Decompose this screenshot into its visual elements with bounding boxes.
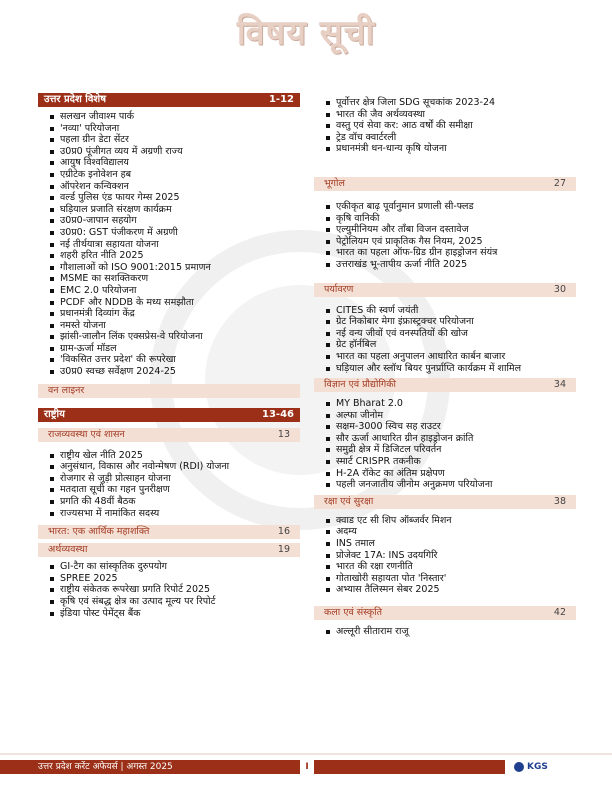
footer-divider bbox=[0, 753, 612, 755]
list-item[interactable]: गोताखोरी सहायता पोत 'निस्तार' bbox=[326, 573, 576, 585]
list-economy bbox=[38, 561, 300, 619]
list-item[interactable]: पूर्वोत्तर क्षेत्र जिला SDG सूचकांक 2023-24 bbox=[326, 97, 576, 109]
list-item[interactable]: राष्ट्रीय संकेतक रूपरेखा प्रगति रिपोर्ट 2025 bbox=[50, 584, 300, 596]
list-item[interactable]: INS तमाल bbox=[326, 538, 576, 550]
list-item[interactable]: रोजगार से जुड़ी प्रोत्साहन योजना bbox=[50, 473, 300, 485]
list-item[interactable]: मतदाता सूची का गहन पुनरीक्षण bbox=[50, 484, 300, 496]
list-item[interactable]: अल्फा जीनोम bbox=[326, 410, 576, 422]
list-item[interactable]: शहरी हरित नीति 2025 bbox=[50, 250, 300, 262]
list-item[interactable]: CITES की स्वर्ण जयंती bbox=[326, 305, 576, 317]
list-item[interactable]: 'विकसित उत्तर प्रदेश' की रूपरेखा bbox=[50, 354, 300, 366]
subsection-art[interactable]: कला एवं संस्कृति 42 bbox=[314, 606, 576, 620]
list-item[interactable]: ऑपरेशन कन्विक्शन bbox=[50, 181, 300, 193]
list-item[interactable]: सौर ऊर्जा आधारित ग्रीन हाइड्रोजन क्रांति bbox=[326, 433, 576, 445]
list-item[interactable]: सक्षम-3000 स्विच सह राउटर bbox=[326, 421, 576, 433]
subsection-economic-power[interactable]: भारत: एक आर्थिक महाशक्ति 16 bbox=[38, 525, 300, 539]
list-item[interactable]: कृषि एवं संबद्ध क्षेत्र का उत्पाद मूल्य पर रिपोर्ट bbox=[50, 596, 300, 608]
list-item[interactable]: ग्रेट हॉर्नबिल bbox=[326, 339, 576, 351]
list-item[interactable]: भारत का पहला ऑफ-ग्रिड ग्रीन हाइड्रोजन संयंत्र bbox=[326, 247, 576, 259]
list-item[interactable]: पहली जनजातीय जीनोम अनुक्रमण परियोजना bbox=[326, 479, 576, 491]
subsection-geography[interactable]: भूगोल 27 bbox=[314, 177, 576, 191]
subsection-oneliner[interactable]: वन लाइनर bbox=[38, 384, 300, 398]
list-item[interactable]: प्रधानमंत्री दिव्यांग केंद्र bbox=[50, 308, 300, 320]
list-science bbox=[314, 398, 576, 491]
list-item[interactable]: SPREE 2025 bbox=[50, 573, 300, 585]
list-item[interactable]: अभ्यास तैलिस्मन सेबर 2025 bbox=[326, 584, 576, 596]
subsection-economy[interactable]: अर्थव्यवस्था 19 bbox=[38, 543, 300, 557]
list-item[interactable]: अल्लूरी सीताराम राजू bbox=[326, 626, 576, 638]
list-item[interactable]: समुद्री क्षेत्र में डिजिटल परिवर्तन bbox=[326, 444, 576, 456]
list-item[interactable]: पेट्रोलियम एवं प्राकृतिक गैस नियम, 2025 bbox=[326, 236, 576, 248]
list-defence bbox=[314, 515, 576, 596]
list-item[interactable]: स्मार्ट CRISPR तकनीक bbox=[326, 456, 576, 468]
list-item[interactable]: उ0प्र0-जापान सहयोग bbox=[50, 215, 300, 227]
list-item[interactable]: वर्ल्ड पुलिस एंड फायर गेम्स 2025 bbox=[50, 192, 300, 204]
list-item[interactable]: एल्युमीनियम और ताँबा विजन दस्तावेज bbox=[326, 224, 576, 236]
list-item[interactable]: उ0प्र0: GST पंजीकरण में अग्रणी bbox=[50, 227, 300, 239]
page-title: विषय सूची bbox=[236, 13, 376, 53]
list-item[interactable]: PCDF और NDDB के मध्य समझौता bbox=[50, 297, 300, 309]
list-item[interactable]: उ0प्र0 पूंजीगत व्यय में अग्रणी राज्य bbox=[50, 146, 300, 158]
list-item[interactable]: उ0प्र0 स्वच्छ सर्वेक्षण 2024-25 bbox=[50, 366, 300, 378]
list-item[interactable]: घड़ियाल और स्लॉथ बियर पुनर्प्राप्ति कार्यक्रम में शामिल bbox=[326, 363, 576, 375]
list-item[interactable]: उत्तराखंड भू-तापीय ऊर्जा नीति 2025 bbox=[326, 259, 576, 271]
list-item[interactable]: गौशालाओं को ISO 9001:2015 प्रमाणन bbox=[50, 262, 300, 274]
list-item[interactable]: नई तीर्थयात्रा सहायता योजना bbox=[50, 239, 300, 251]
list-item[interactable]: राज्यसभा में नामांकित सदस्य bbox=[50, 508, 300, 520]
list-economy-cont bbox=[314, 97, 576, 155]
section-header-up[interactable]: उत्तर प्रदेश विशेष 1-12 bbox=[38, 93, 300, 107]
list-art bbox=[314, 626, 576, 638]
list-item[interactable]: पहला ग्रीन डेटा सेंटर bbox=[50, 134, 300, 146]
list-item[interactable]: नई वन्य जीवों एवं वनस्पतियों की खोज bbox=[326, 328, 576, 340]
subsection-science[interactable]: विज्ञान एवं प्रौद्योगिकी 34 bbox=[314, 378, 576, 392]
subsection-polity[interactable]: राजव्यवस्था एवं शासन 13 bbox=[38, 428, 300, 442]
list-item[interactable]: MSME का सशक्तिकरण bbox=[50, 273, 300, 285]
right-column bbox=[314, 97, 576, 638]
list-item[interactable]: प्रधानमंत्री धन-धान्य कृषि योजना bbox=[326, 143, 576, 155]
list-item[interactable]: प्रगति की 48वीं बैठक bbox=[50, 496, 300, 508]
list-item[interactable]: राष्ट्रीय खेल नीति 2025 bbox=[50, 450, 300, 462]
list-item[interactable]: नमस्ते योजना bbox=[50, 320, 300, 332]
list-environment bbox=[314, 305, 576, 375]
subsection-environment[interactable]: पर्यावरण 30 bbox=[314, 283, 576, 297]
kgs-logo: KGS bbox=[514, 760, 548, 774]
list-item[interactable]: GI-टैग का सांस्कृतिक दुरुपयोग bbox=[50, 561, 300, 573]
list-item[interactable]: एग्रीटेक इनोवेशन हब bbox=[50, 169, 300, 181]
list-item[interactable]: भारत की जैव अर्थव्यवस्था bbox=[326, 109, 576, 121]
subsection-defence[interactable]: रक्षा एवं सुरक्षा 38 bbox=[314, 495, 576, 509]
list-item[interactable]: क्वाड एट सी शिप ऑब्जर्वर मिशन bbox=[326, 515, 576, 527]
list-item[interactable]: सलखन जीवाश्म पार्क bbox=[50, 111, 300, 123]
list-item[interactable]: ग्राम-ऊर्जा मॉडल bbox=[50, 343, 300, 355]
list-item[interactable]: MY Bharat 2.0 bbox=[326, 398, 576, 410]
list-item[interactable]: झांसी-जालौन लिंक एक्सप्रेस-वे परियोजना bbox=[50, 331, 300, 343]
list-item[interactable]: अदम्य bbox=[326, 526, 576, 538]
kgs-logo-icon bbox=[514, 762, 524, 772]
left-column bbox=[38, 93, 300, 619]
list-item[interactable]: ग्रेट निकोबार मेगा इंफ्रास्ट्रक्चर परियोजना bbox=[326, 316, 576, 328]
list-item[interactable]: घड़ियाल प्रजाति संरक्षण कार्यक्रम bbox=[50, 204, 300, 216]
page-number: I bbox=[300, 760, 314, 774]
list-item[interactable]: वस्तु एवं सेवा कर: आठ वर्षों की समीक्षा bbox=[326, 120, 576, 132]
list-up bbox=[38, 111, 300, 378]
list-geography bbox=[314, 201, 576, 271]
list-item[interactable]: अनुसंधान, विकास और नवोन्मेषण (RDI) योजना bbox=[50, 461, 300, 473]
list-item[interactable]: कृषि वानिकी bbox=[326, 213, 576, 225]
list-item[interactable]: 'नव्या' परियोजना bbox=[50, 123, 300, 135]
list-item[interactable]: H-2A रॉकेट का अंतिम प्रक्षेपण bbox=[326, 468, 576, 480]
footer-bar bbox=[0, 760, 505, 774]
list-item[interactable]: प्रोजेक्ट 17A: INS उदयगिरि bbox=[326, 550, 576, 562]
list-polity bbox=[38, 450, 300, 520]
list-item[interactable]: EMC 2.0 परियोजना bbox=[50, 285, 300, 297]
list-item[interactable]: आयुष विश्वविद्यालय bbox=[50, 157, 300, 169]
footer-text: उत्तर प्रदेश करेंट अफेयर्स | अगस्त 2025 bbox=[38, 762, 173, 772]
section-header-national[interactable]: राष्ट्रीय 13-46 bbox=[38, 408, 300, 422]
list-item[interactable]: इंडिया पोस्ट पेमेंट्स बैंक bbox=[50, 608, 300, 620]
list-item[interactable]: भारत की रक्षा रणनीति bbox=[326, 561, 576, 573]
list-item[interactable]: एकीकृत बाढ़ पूर्वानुमान प्रणाली सी-फ्लड bbox=[326, 201, 576, 213]
footer bbox=[0, 760, 612, 774]
list-item[interactable]: ट्रेड वॉच क्वार्टरली bbox=[326, 132, 576, 144]
list-item[interactable]: भारत का पहला अनुपालन आधारित कार्बन बाजार bbox=[326, 351, 576, 363]
